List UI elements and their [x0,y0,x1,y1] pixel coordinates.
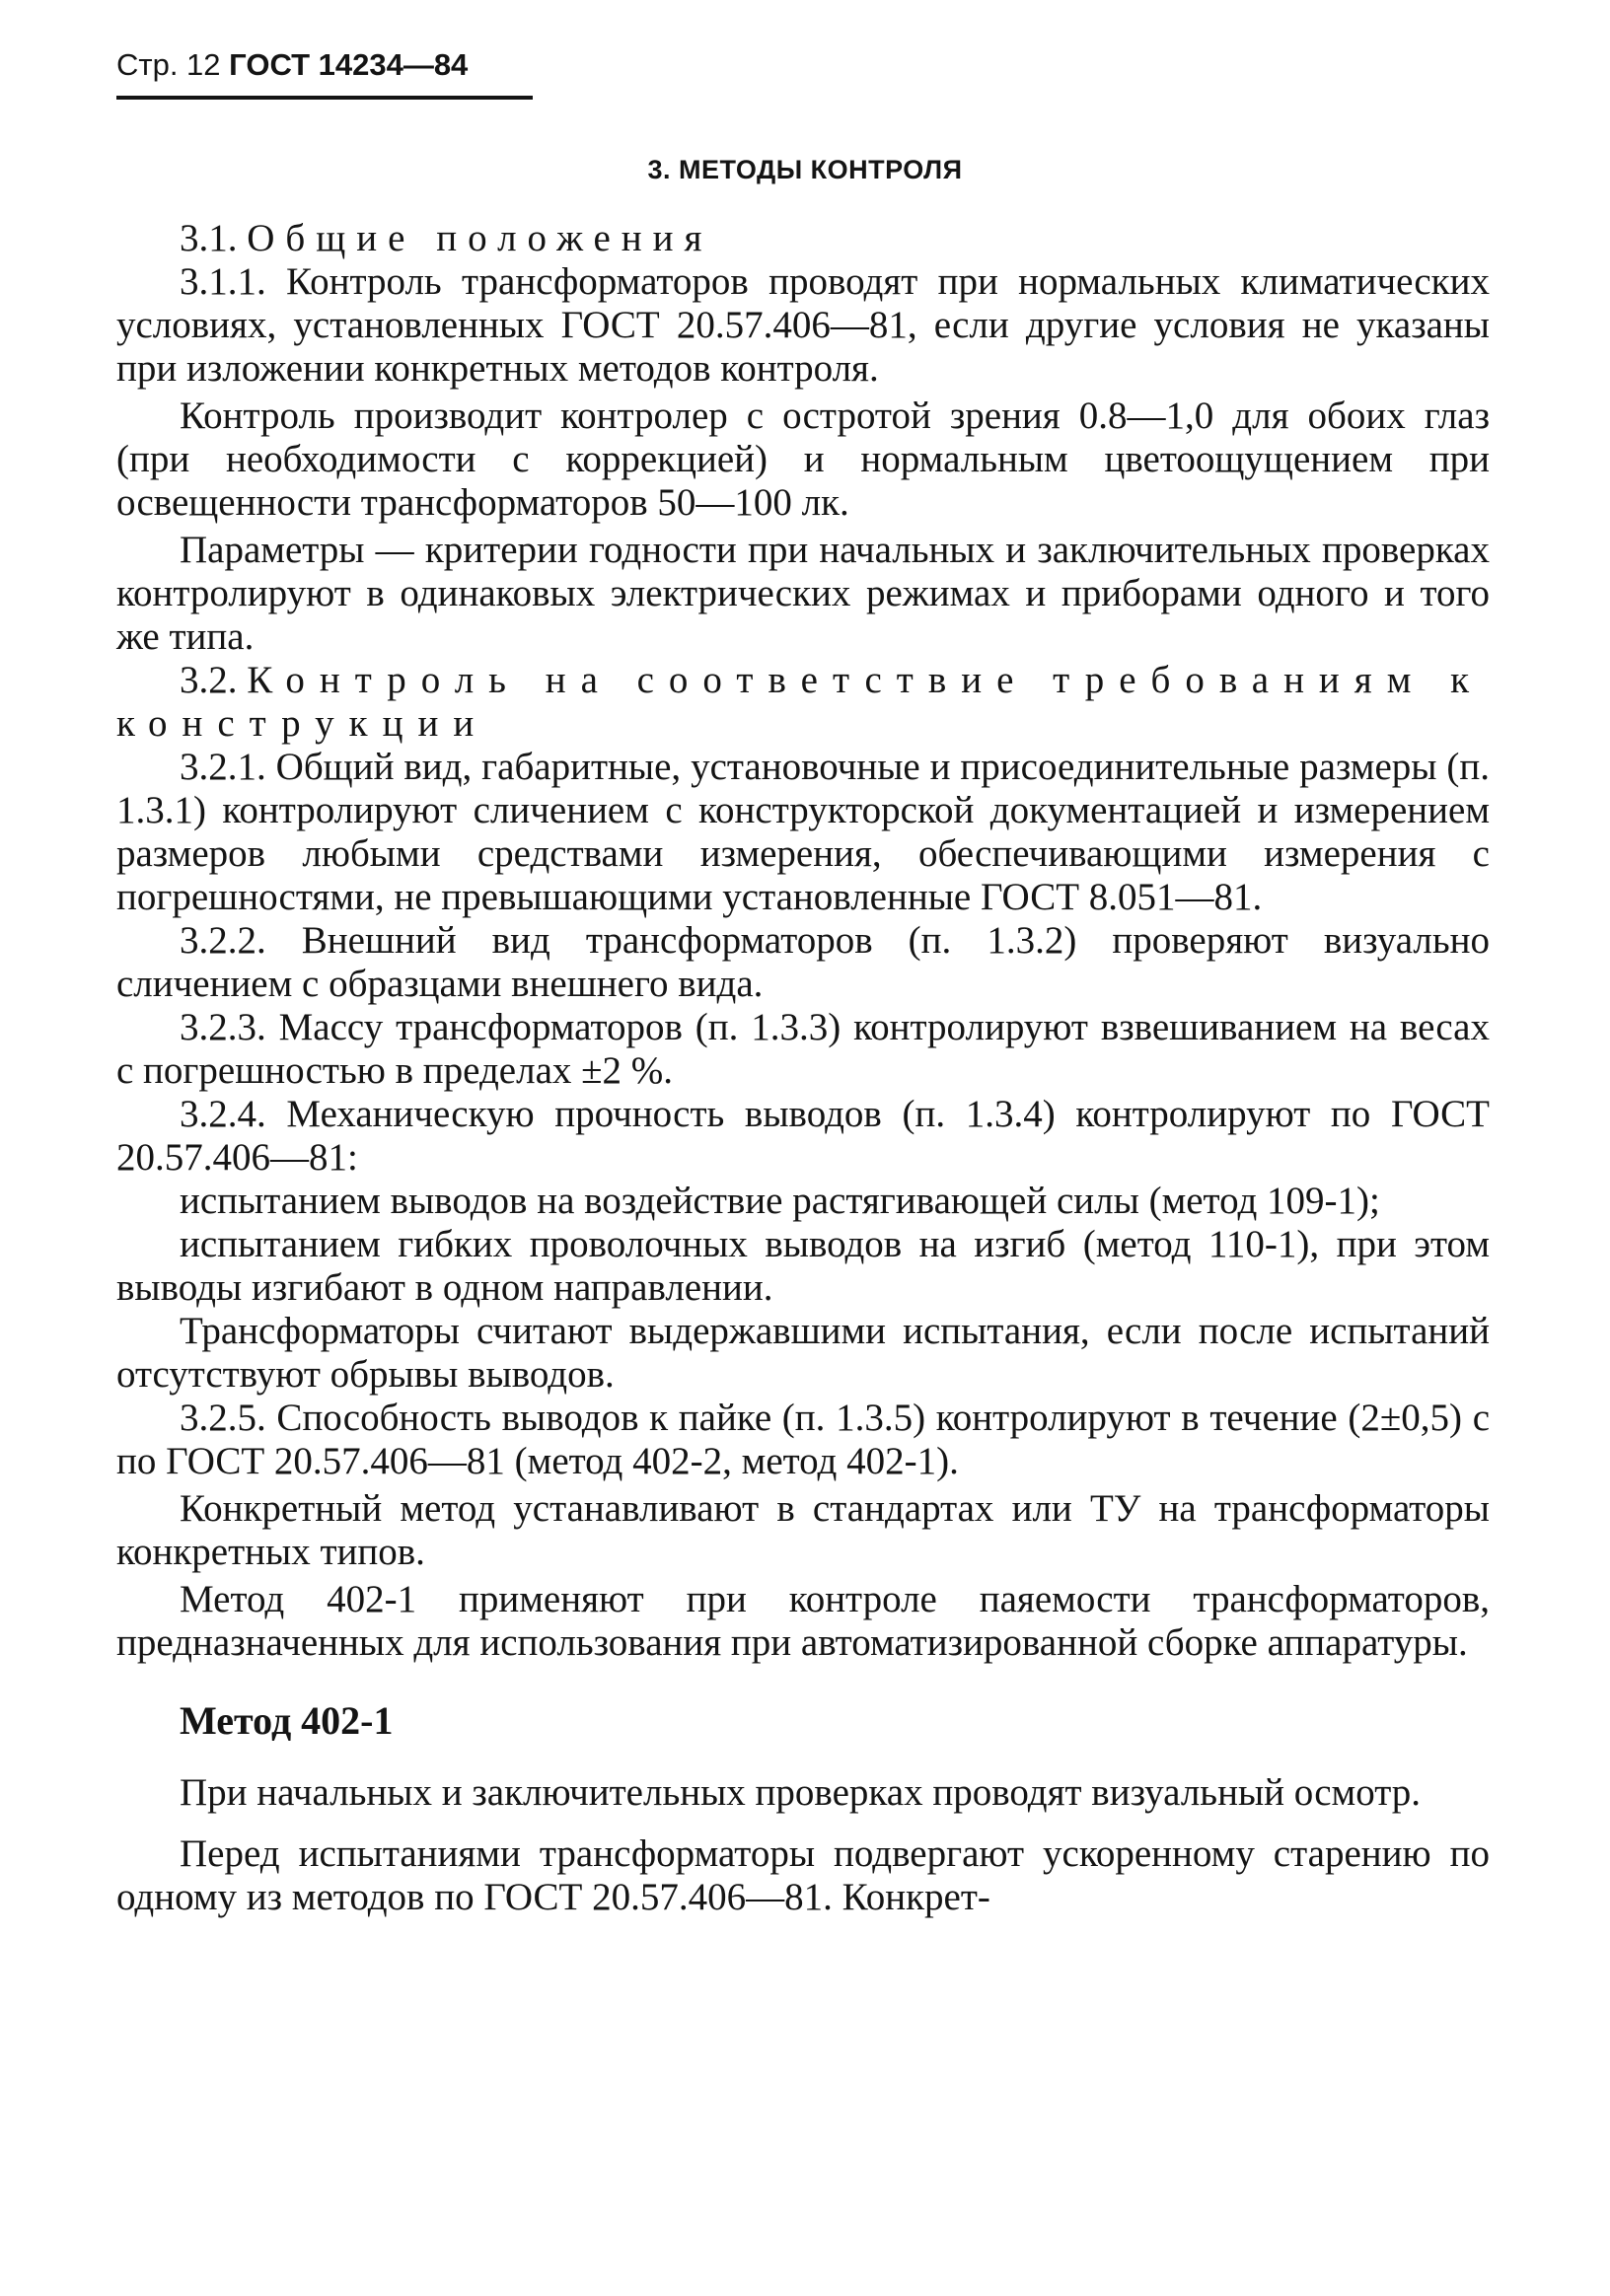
subsection-3-1-heading [116,217,1490,260]
subsection-3-2-title: Контроль на соответствие требованиям к конструкции [116,659,1485,745]
paragraph-3-2-5: 3.2.5. Способность выводов к пайке (п. 1.3.5) контролируют в течение (2±0,5) с по ГОСТ 20.57.406—81 (метод 402-2, метод 402-1). [116,1397,1490,1482]
method-402-1-heading: Метод 402-1 [180,1698,394,1743]
subsection-3-1-number: 3.1. [180,217,238,259]
paragraph-accelerated-aging: Перед испытаниями трансформаторы подвергают ускоренному старению по одному из методов по ГОСТ 20.57.406—81. Конкрет- [116,1832,1490,1918]
paragraph-specific-method: Конкретный метод устанавливают в стандартах или ТУ на трансформаторы конкретных типов. [116,1487,1490,1573]
paragraph-3-2-3: 3.2.3. Массу трансформаторов (п. 1.3.3) контролируют взвешиванием на весах с погрешностью в пределах ±2 %. [116,1006,1490,1092]
paragraph-3-1-1: 3.1.1. Контроль трансформаторов проводят при нормальных климатических условиях, установленных ГОСТ 20.57.406—81, если другие условия не указаны при изложении конкретных методов контроля. [116,260,1490,390]
paragraph-3-2-1: 3.2.1. Общий вид, габаритные, установочные и присоединительные размеры (п. 1.3.1) контролируют сличением с конструкторской документацией и измерением размеров любыми средствами измерения, обеспечивающими измерения с погрешностями, не превышающими установленные ГОСТ 8.051—81. [116,746,1490,918]
page-number-label: Стр. 12 [116,47,221,82]
running-header [116,45,533,85]
subsection-3-1-title: Общие положения [247,217,713,259]
paragraph-3-2-2: 3.2.2. Внешний вид трансформаторов (п. 1.3.2) проверяют визуально сличением с образцами внешнего вида. [116,919,1490,1005]
subsection-3-2-number: 3.2. [180,659,238,701]
paragraph-passed-criteria: Трансформаторы считают выдержавшими испытания, если после испытаний отсутствуют обрывы выводов. [116,1310,1490,1396]
paragraph-visual-inspection: При начальных и заключительных проверках проводят визуальный осмотр. [180,1771,1421,1814]
paragraph-parameters: Параметры — критерии годности при начальных и заключительных проверках контролируют в одинаковых электрических режимах и приборами одного и того же типа. [116,529,1490,658]
document-body [116,217,1490,1919]
paragraph-controller-vision: Контроль производит контролер с остротой зрения 0.8—1,0 для обоих глаз (при необходимости с коррекцией) и нормальным цветоощущением при освещенности трансформаторов 50—100 лк. [116,395,1490,524]
section-title: 3. МЕТОДЫ КОНТРОЛЯ [647,155,963,184]
paragraph-tension-test: испытанием выводов на воздействие растягивающей силы (метод 109-1); [180,1180,1380,1222]
paragraph-method-402-1-use: Метод 402-1 применяют при контроле паяемости трансформаторов, предназначенных для использования при автоматизированной сборке аппаратуры. [116,1578,1490,1664]
header-rule [116,96,533,100]
standard-designation: ГОСТ 14234—84 [229,47,469,82]
subsection-3-2-heading [116,659,1490,746]
paragraph-3-2-4: 3.2.4. Механическую прочность выводов (п. 1.3.4) контролируют по ГОСТ 20.57.406—81: [116,1093,1490,1179]
paragraph-bend-test: испытанием гибких проволочных выводов на изгиб (метод 110-1), при этом выводы изгибают в одном направлении. [116,1223,1490,1309]
